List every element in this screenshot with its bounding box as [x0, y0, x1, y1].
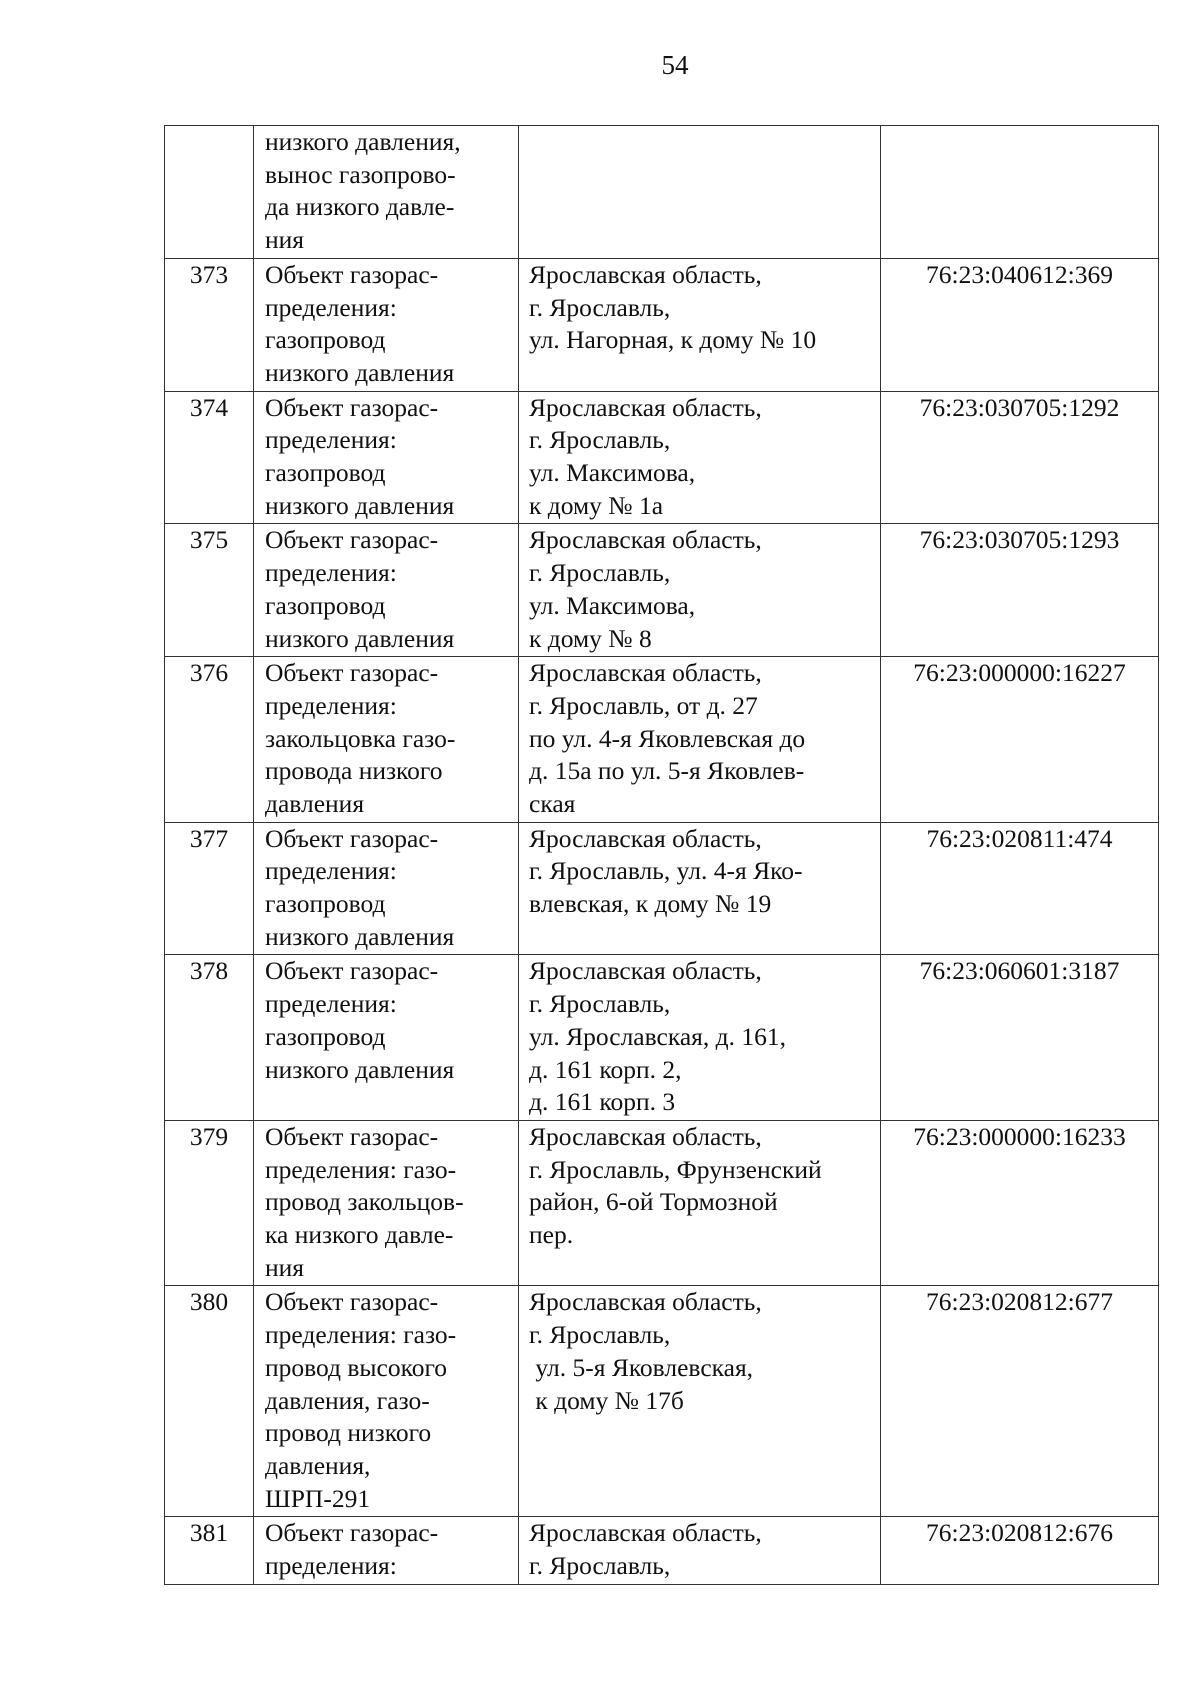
address-line: г. Ярославль, ул. 4-я Яко-: [529, 856, 803, 886]
address-line: ул. Максимова,: [529, 458, 696, 487]
address-line: Ярославская область,: [529, 956, 762, 986]
address-cell: [519, 955, 881, 1121]
address-line: ская: [529, 789, 576, 818]
registry-table-body: [165, 126, 1159, 1585]
object-name-line: газопровод: [265, 325, 386, 355]
object-name-line: пределения:: [265, 292, 397, 322]
table-row: [165, 1120, 1159, 1286]
address-line: г. Ярославль,: [529, 989, 671, 1019]
object-name-line: Объект газорас-: [265, 1518, 439, 1548]
row-number-cell: [165, 258, 254, 391]
object-name-line: пределения:: [265, 1551, 397, 1581]
address-line: к дому № 17б: [529, 1385, 684, 1415]
address-cell: [519, 126, 881, 259]
registry-table: [164, 125, 1159, 1585]
object-name-line: Объект газорас-: [265, 658, 439, 688]
cadastral-number-cell: [881, 1286, 1159, 1517]
table-row: [165, 657, 1159, 823]
row-number-cell: [165, 126, 254, 259]
object-name-cell: [254, 258, 519, 391]
object-name-line: провод низкого: [265, 1418, 432, 1448]
address-line: Ярославская область,: [529, 392, 762, 422]
object-name-line: пределения:: [265, 690, 397, 720]
row-number: 377: [189, 823, 229, 853]
object-name-cell: [254, 524, 519, 657]
object-name-line: Объект газорас-: [265, 956, 439, 986]
object-name-line: низкого давления: [265, 1054, 455, 1084]
cadastral-number-cell: [881, 258, 1159, 391]
cadastral-number: 76:23:020812:677: [925, 1287, 1113, 1317]
address-line: г. Ярославль,: [529, 1551, 671, 1581]
object-name-line: пределения:: [265, 989, 397, 1019]
row-number: 381: [189, 1518, 229, 1548]
object-name-cell: [254, 657, 519, 823]
table-row: [165, 1517, 1159, 1584]
object-name-line: Объект газорас-: [265, 1287, 439, 1317]
table-row: [165, 822, 1159, 955]
object-name-line: низкого давления: [265, 490, 455, 520]
table-row: [165, 391, 1159, 524]
address-cell: [519, 391, 881, 524]
object-name-line: закольцовка газо-: [265, 723, 456, 753]
object-name-line: вынос газопрово-: [265, 159, 456, 189]
cadastral-number-cell: [881, 955, 1159, 1121]
address-cell: [519, 1517, 881, 1584]
address-line: Ярославская область,: [529, 525, 762, 555]
cadastral-number-cell: [881, 1517, 1159, 1584]
row-number-cell: [165, 524, 254, 657]
cadastral-number: 76:23:030705:1293: [919, 525, 1120, 555]
cadastral-number: 76:23:020812:676: [925, 1518, 1113, 1548]
cadastral-number: 76:23:000000:16233: [913, 1121, 1126, 1151]
object-name-line: ния: [265, 1252, 305, 1282]
cadastral-number: 76:23:030705:1292: [919, 392, 1120, 422]
cadastral-number-cell: [881, 657, 1159, 823]
table-row: [165, 258, 1159, 391]
object-name-line: низкого давления: [265, 921, 455, 951]
object-name-cell: [254, 1120, 519, 1286]
object-name-line: низкого давления,: [265, 127, 461, 156]
object-name-line: провод закольцов-: [265, 1187, 464, 1217]
row-number: 374: [189, 392, 229, 422]
row-number-cell: [165, 1120, 254, 1286]
table-row: [165, 524, 1159, 657]
address-line: Ярославская область,: [529, 1518, 762, 1548]
address-line: Ярославская область,: [529, 1121, 762, 1151]
cadastral-number-cell: [881, 1120, 1159, 1286]
object-name-cell: [254, 822, 519, 955]
address-line: г. Ярославль,: [529, 1320, 671, 1350]
address-line: ул. Ярославская, д. 161,: [529, 1021, 786, 1051]
object-name-cell: [254, 1517, 519, 1584]
address-line: д. 161 корп. 3: [529, 1087, 676, 1117]
address-line: к дому № 1а: [529, 490, 664, 520]
row-number-cell: [165, 1286, 254, 1517]
object-name-line: провод высокого: [265, 1352, 448, 1382]
object-name-line: газопровод: [265, 590, 386, 620]
object-name-line: Объект газорас-: [265, 1121, 439, 1151]
object-name-line: Объект газорас-: [265, 823, 439, 853]
row-number-cell: [165, 391, 254, 524]
address-cell: [519, 657, 881, 823]
address-line: г. Ярославль,: [529, 425, 671, 455]
address-line: ул. 5-я Яковлевская,: [529, 1352, 754, 1382]
row-number-cell: [165, 657, 254, 823]
address-line: по ул. 4-я Яковлевская до: [529, 723, 806, 753]
row-number: 378: [189, 956, 229, 986]
address-line: к дому № 8: [529, 623, 652, 653]
row-number-cell: [165, 955, 254, 1121]
cadastral-number: 76:23:040612:369: [925, 259, 1113, 289]
address-line: Ярославская область,: [529, 259, 762, 289]
object-name-line: пределения:: [265, 856, 397, 886]
cadastral-number-cell: [881, 524, 1159, 657]
address-line: ул. Максимова,: [529, 590, 696, 620]
address-line: ул. Нагорная, к дому № 10: [529, 325, 817, 355]
cadastral-number-cell: [881, 822, 1159, 955]
object-name-line: низкого давления: [265, 357, 455, 387]
object-name-line: ШРП-291: [265, 1483, 371, 1513]
table-row: [165, 126, 1159, 259]
row-number: 376: [189, 658, 229, 688]
page-number: 54: [661, 50, 689, 80]
address-line: Ярославская область,: [529, 823, 762, 853]
address-cell: [519, 524, 881, 657]
object-name-line: ния: [265, 225, 305, 255]
object-name-line: давления: [265, 789, 365, 818]
address-line: г. Ярославль,: [529, 558, 671, 588]
address-line: г. Ярославль, Фрунзенский: [529, 1154, 822, 1184]
table-row: [165, 1286, 1159, 1517]
address-line: г. Ярославль,: [529, 292, 671, 322]
address-line: пер.: [529, 1220, 574, 1250]
object-name-line: давления, газо-: [265, 1385, 430, 1415]
address-cell: [519, 1120, 881, 1286]
row-number: 380: [189, 1287, 229, 1317]
object-name-line: Объект газорас-: [265, 525, 439, 555]
object-name-line: Объект газорас-: [265, 392, 439, 422]
address-line: д. 15а по ул. 5-я Яковлев-: [529, 756, 805, 786]
object-name-line: пределения:: [265, 425, 397, 455]
object-name-line: давления,: [265, 1451, 371, 1480]
object-name-line: пределения: газо-: [265, 1320, 457, 1350]
cadastral-number-cell: [881, 126, 1159, 259]
row-number: 373: [189, 259, 229, 289]
row-number: 379: [189, 1121, 229, 1151]
object-name-line: газопровод: [265, 1021, 386, 1051]
object-name-cell: [254, 391, 519, 524]
cadastral-number: 76:23:020811:474: [926, 823, 1113, 853]
table-row: [165, 955, 1159, 1121]
address-cell: [519, 822, 881, 955]
address-line: район, 6-ой Тормозной: [529, 1187, 778, 1217]
row-number-cell: [165, 822, 254, 955]
object-name-cell: [254, 1286, 519, 1517]
object-name-line: да низкого давле-: [265, 192, 455, 222]
object-name-cell: [254, 955, 519, 1121]
cadastral-number-cell: [881, 391, 1159, 524]
address-line: г. Ярославль, от д. 27: [529, 690, 758, 720]
address-cell: [519, 1286, 881, 1517]
object-name-cell: [254, 126, 519, 259]
object-name-line: газопровод: [265, 889, 386, 919]
object-name-line: низкого давления: [265, 623, 455, 653]
cadastral-number: 76:23:000000:16227: [913, 658, 1126, 688]
object-name-line: Объект газорас-: [265, 259, 439, 289]
object-name-line: пределения: газо-: [265, 1154, 457, 1184]
row-number: 375: [189, 525, 229, 555]
object-name-line: ка низкого давле-: [265, 1220, 454, 1250]
address-line: д. 161 корп. 2,: [529, 1054, 682, 1084]
address-cell: [519, 258, 881, 391]
object-name-line: пределения:: [265, 558, 397, 588]
row-number-cell: [165, 1517, 254, 1584]
address-line: Ярославская область,: [529, 1287, 762, 1317]
object-name-line: провода низкого: [265, 756, 443, 786]
cadastral-number: 76:23:060601:3187: [919, 956, 1120, 986]
address-line: Ярославская область,: [529, 658, 762, 688]
address-line: влевская, к дому № 19: [529, 889, 772, 919]
object-name-line: газопровод: [265, 458, 386, 487]
